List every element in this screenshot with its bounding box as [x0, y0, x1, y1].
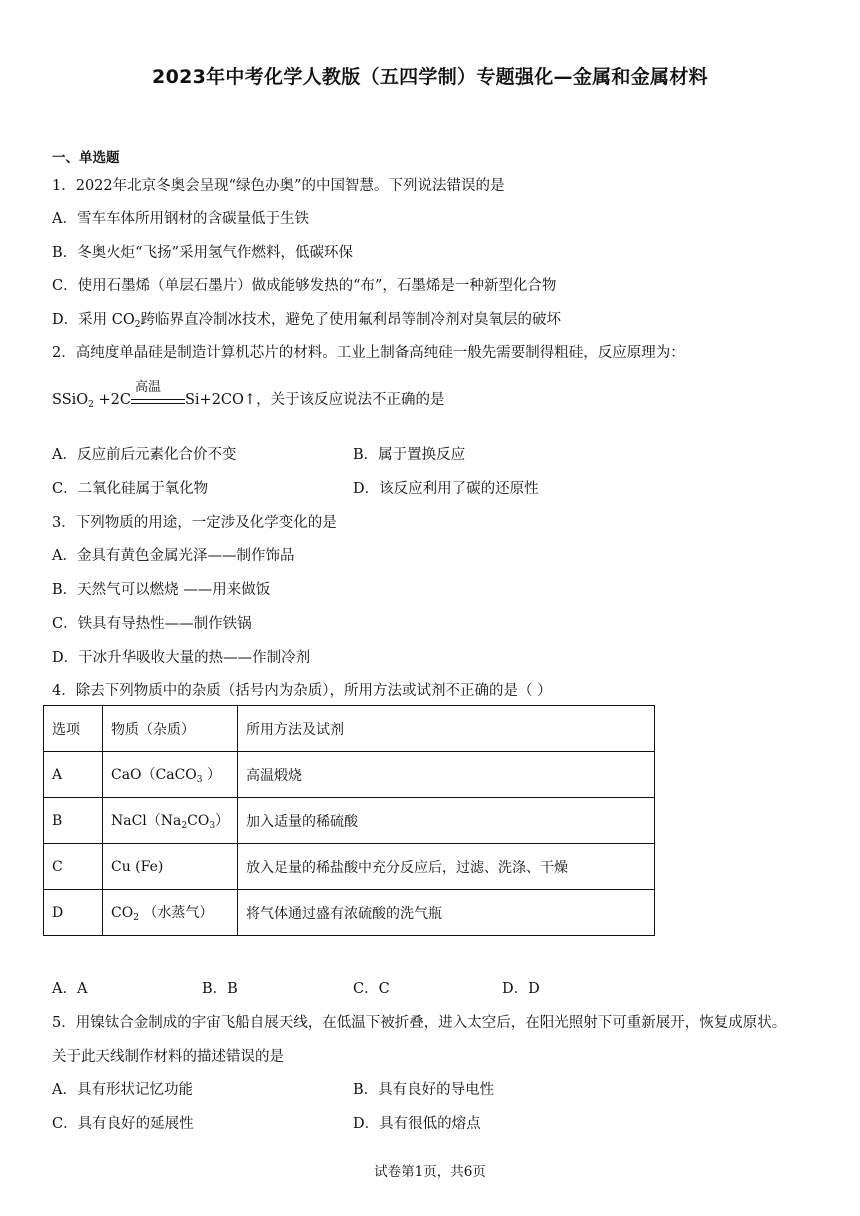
q5-option-c: C．具有良好的延展性: [52, 1116, 194, 1132]
table-cell: D: [44, 890, 103, 936]
q5-option-b: B．具有良好的导电性: [353, 1082, 495, 1098]
q5-stem: 5．用镍钛合金制成的宇宙飞船自展天线，在低温下被折叠，进入太空后，在阳光照射下可重新展开，恢复成原状。: [52, 1015, 787, 1031]
q1-stem: 1．2022年北京冬奥会呈现“绿色办奥”的中国智慧。下列说法错误的是: [52, 178, 505, 194]
q3-option-b: B．天然气可以燃烧 ——用来做饭: [52, 582, 271, 598]
q1-option-d: D．采用 $CO_2$跨临界直冷制冰技术，避免了使用氟利昂等制冷剂对臭氧层的破坏: [52, 312, 561, 330]
q2-option-c: C．二氧化硅属于氧化物: [52, 481, 209, 497]
q1-option-b: B．冬奥火炬“飞扬”采用氢气作燃料，低碳环保: [52, 245, 353, 261]
q3-option-a: A．金具有黄色金属光泽——制作饰品: [52, 548, 295, 564]
q3-option-d: D．干冰升华吸收大量的热——作制冷剂: [52, 650, 311, 666]
q2-reaction-formula: SSiO$_2$ +2C 高温 Si+2CO↑，关于该反应说法不正确的是: [52, 380, 445, 410]
q2-option-a: A．反应前后元素化合价不变: [52, 447, 237, 463]
table-cell: $CO_2$ （水蒸气）: [103, 890, 238, 936]
q2-option-d: D．该反应利用了碳的还原性: [353, 481, 539, 497]
q3-option-c: C．铁具有导热性——制作铁锅: [52, 616, 252, 632]
q4-table: [43, 705, 655, 936]
table-cell: 放入足量的稀盐酸中充分反应后，过滤、洗涤、干燥: [238, 844, 655, 890]
q1-option-a: A．雪车车体所用钢材的含碳量低于生铁: [52, 211, 309, 227]
table-header-cell: 选项: [44, 706, 103, 752]
table-header-row: [44, 706, 655, 752]
table-cell: A: [44, 752, 103, 798]
q4-stem: 4．除去下列物质中的杂质（括号内为杂质），所用方法或试剂不正确的是（ ）: [52, 683, 552, 699]
q4-option-a: A．A: [52, 981, 88, 997]
table-cell: Cu (Fe): [103, 844, 238, 890]
table-cell: C: [44, 844, 103, 890]
table-cell: B: [44, 798, 103, 844]
q5-option-d: D．具有很低的熔点: [353, 1116, 481, 1132]
q1-option-c: C．使用石墨烯（单层石墨片）做成能够发热的“布”，石墨烯是一种新型化合物: [52, 278, 557, 294]
table-cell: 高温煅烧: [238, 752, 655, 798]
table-cell: 将气体通过盛有浓硫酸的洗气瓶: [238, 890, 655, 936]
table-header-cell: 物质（杂质）: [103, 706, 238, 752]
reaction-condition: 高温: [131, 390, 185, 410]
table-row: [44, 844, 655, 890]
table-header-cell: 所用方法及试剂: [238, 706, 655, 752]
q5-stem-continued: 关于此天线制作材料的描述错误的是: [52, 1049, 284, 1065]
page-title: 2023年中考化学人教版（五四学制）专题强化—金属和金属材料: [152, 66, 708, 88]
table-row: [44, 798, 655, 844]
q2-stem: 2．高纯度单晶硅是制造计算机芯片的材料。工业上制备高纯硅一般先需要制得粗硅，反应原理为：: [52, 345, 685, 361]
q2-option-b: B．属于置换反应: [353, 447, 466, 463]
table-cell: CaO（CaCO$_3$ ）: [103, 752, 238, 798]
q4-option-b: B．B: [202, 981, 238, 997]
table-row: [44, 752, 655, 798]
q5-option-a: A．具有形状记忆功能: [52, 1082, 193, 1098]
page-footer: 试卷第1页，共6页: [374, 1164, 486, 1180]
q4-option-d: D．D: [502, 981, 540, 997]
table-cell: 加入适量的稀硫酸: [238, 798, 655, 844]
section-heading: 一、单选题: [52, 150, 120, 166]
table-row: [44, 890, 655, 936]
q4-option-c: C．C: [353, 981, 390, 997]
q3-stem: 3．下列物质的用途，一定涉及化学变化的是: [52, 515, 337, 531]
table-cell: $NaCl(Na_2CO_3)$: [103, 798, 238, 844]
